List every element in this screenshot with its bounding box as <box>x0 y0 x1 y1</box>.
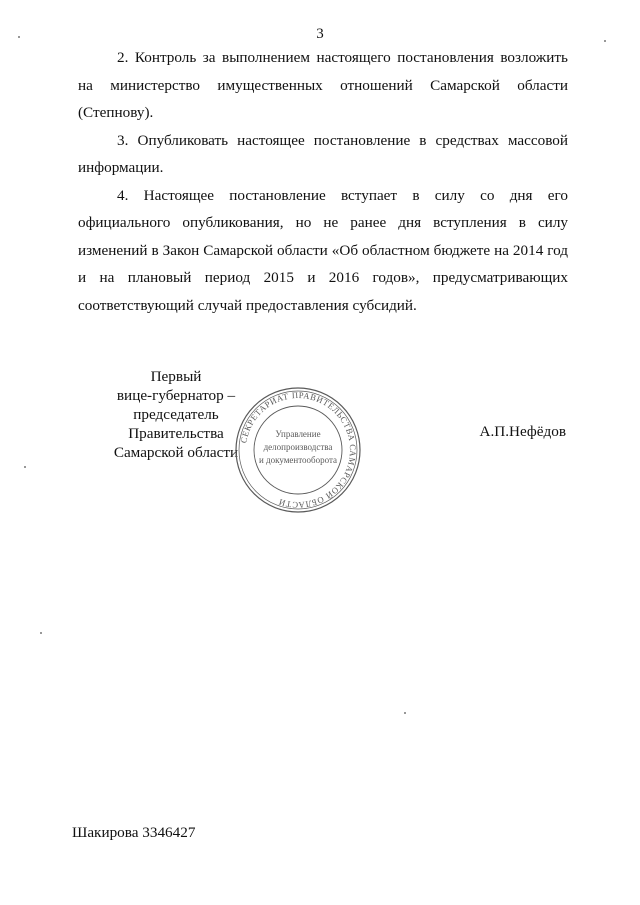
signatory-position-line: вице-губернатор – <box>116 387 236 404</box>
scan-speck <box>18 36 20 38</box>
signatory-name: А.П.Нефёдов <box>479 423 566 440</box>
seal-line: Управление <box>275 429 321 439</box>
executor-note: Шакирова 3346427 <box>72 824 196 841</box>
document-body <box>78 44 568 319</box>
signatory-position-line: Первый <box>150 368 202 385</box>
scan-speck <box>24 466 26 468</box>
page-number: 3 <box>316 26 324 42</box>
paragraph-2: 2. Контроль за выполнением настоящего постановления возложить на министерство имущественных отношений Самарской области (Степнову). <box>78 49 568 121</box>
seal-ring-text: СЕКРЕТАРИАТ ПРАВИТЕЛЬСТВА САМАРСКОЙ ОБЛАСТИ <box>238 389 359 511</box>
official-seal <box>233 385 363 515</box>
scan-speck <box>40 632 42 634</box>
scan-speck <box>404 712 406 714</box>
seal-line: делопроизводства <box>263 442 333 452</box>
paragraph-4: 4. Настоящее постановление вступает в силу со дня его официального опубликования, но не ранее дня вступления в силу изменений в Закон Самарской области «Об областном бюджете на 2014 год и на плановый период 2015 и 2016 годов», предусматривающих соответствующий случай предоставления субсидий. <box>78 186 568 314</box>
signatory-position-line: Самарской области <box>113 444 239 461</box>
seal-line: и документооборота <box>258 455 338 465</box>
paragraph-3: 3. Опубликовать настоящее постановление в средствах массовой информации. <box>78 131 568 176</box>
seal-graphic <box>233 385 363 515</box>
scan-speck <box>604 40 606 42</box>
signatory-position-line: председатель Правительства <box>128 406 224 442</box>
